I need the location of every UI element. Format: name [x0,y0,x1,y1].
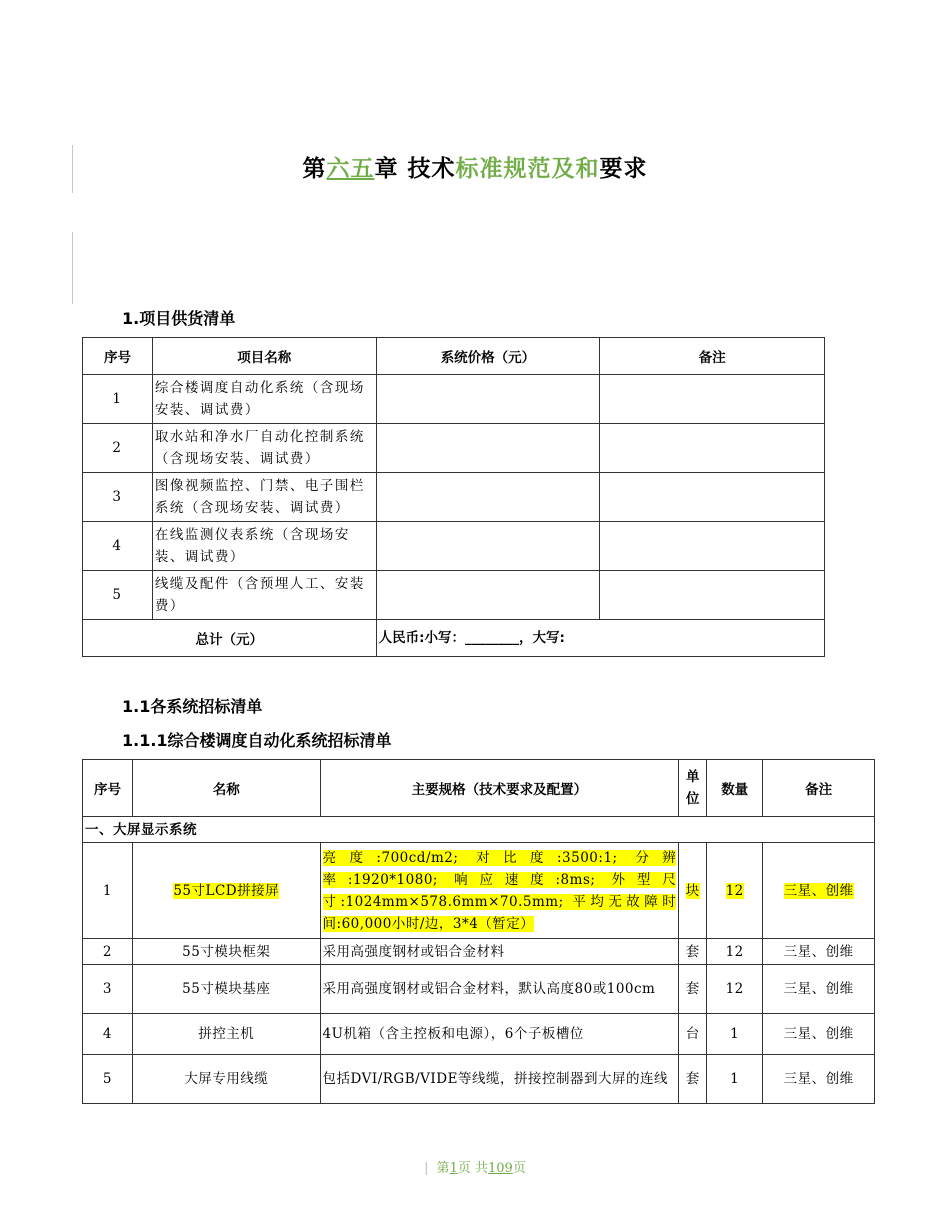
row-qty [707,843,763,939]
header-note: 备注 [600,338,825,375]
row-name: 线缆及配件（含预埋人工、安装费） [152,571,376,620]
row-spec: 采用高强度钢材或铝合金材料，默认高度80或100cm [320,965,679,1014]
title-chapter: 章 [374,156,399,182]
row-price [376,522,600,571]
table-header-row [83,338,825,375]
title-prefix: 第 [302,156,327,182]
row-spec: 采用高强度钢材或铝合金材料 [320,939,679,965]
row-spec: 包括DVI/RGB/VIDE等线缆，拼接控制器到大屏的连线 [320,1055,679,1104]
row-no: 1 [83,375,153,424]
footer-divider: | [424,1161,429,1176]
row-no: 5 [83,571,153,620]
header-spec: 主要规格（技术要求及配置） [320,760,679,817]
row-no: 3 [83,473,153,522]
row-name: 拼控主机 [132,1014,320,1055]
header-no: 序号 [83,760,133,817]
row-qty: 1 [707,1055,763,1104]
footer-page-prefix: 第 [436,1161,450,1176]
row-no: 2 [83,939,133,965]
row-unit: 台 [679,1014,707,1055]
row-no: 4 [83,1014,133,1055]
row-unit [679,843,707,939]
footer-page-number: 1 [449,1161,458,1176]
row-note: 三星、创维 [763,939,875,965]
row-name: 图像视频监控、门禁、电子围栏系统（含现场安装、调试费） [152,473,376,522]
row-name: 55寸模块框架 [132,939,320,965]
header-qty: 数量 [707,760,763,817]
total-value: 人民币:小写：________，大写: [376,620,824,657]
row-note [600,473,825,522]
row-no: 2 [83,424,153,473]
row-spec [320,843,679,939]
header-no: 序号 [83,338,153,375]
title-inserted-number: 五 [350,156,375,182]
table-row [83,939,875,965]
row-price [376,424,600,473]
row-name: 取水站和净水厂自动化控制系统（含现场安装、调试费） [152,424,376,473]
row-note: 三星、创维 [763,965,875,1014]
row-name: 55寸模块基座 [132,965,320,1014]
row-qty-text: 12 [725,882,744,899]
row-unit: 套 [679,939,707,965]
row-price [376,473,600,522]
group-row [83,817,875,843]
section-heading-1-1: 1.1各系统招标清单 [122,697,263,716]
row-name: 大屏专用线缆 [132,1055,320,1104]
row-qty: 12 [707,939,763,965]
row-name: 在线监测仪表系统（含现场安装、调试费） [152,522,376,571]
title-part2: 标准规范及 [455,156,576,182]
footer-page-total: 109 [487,1161,513,1176]
row-no: 3 [83,965,133,1014]
total-label: 总计（元） [83,620,377,657]
row-unit: 套 [679,965,707,1014]
revision-margin-mark [72,232,73,304]
row-qty: 1 [707,1014,763,1055]
table-row [83,375,825,424]
header-note: 备注 [763,760,875,817]
row-note [600,522,825,571]
table-row [83,424,825,473]
row-price [376,375,600,424]
header-unit: 单位 [679,760,707,817]
row-name [132,843,320,939]
table-row [83,522,825,571]
title-part1: 技术 [398,156,456,182]
row-qty: 12 [707,965,763,1014]
header-name: 项目名称 [152,338,376,375]
section-heading-1: 1.项目供货清单 [122,309,236,328]
table-row [83,571,825,620]
table-row [83,965,875,1014]
title-part3: 和 [575,156,600,182]
row-note [600,571,825,620]
tender-list-table [82,759,875,1104]
table-row [83,843,875,939]
row-note [600,375,825,424]
row-price [376,571,600,620]
row-note: 三星、创维 [763,1014,875,1055]
table-row [83,1014,875,1055]
row-no: 4 [83,522,153,571]
footer-page-suffix: 页 [512,1161,526,1176]
row-note [763,843,875,939]
header-price: 系统价格（元） [376,338,600,375]
row-note-text: 三星、创维 [783,882,854,899]
row-name-text: 55寸LCD拼接屏 [173,882,280,899]
title-part4: 要求 [599,156,648,182]
page-title [0,150,950,183]
total-row [83,620,825,657]
page-footer [0,1157,950,1176]
row-spec-text: 亮度:700cd/m2; 对比度:3500:1; 分辨率:1920*1080; 响应速度:8ms; 外型尺寸:1024mm×578.6mm×70.5mm; 平均无故障时间:60,000小时/边，3*4（暂定） [322,849,677,932]
row-no: 5 [83,1055,133,1104]
supply-list-table [82,337,825,657]
row-no: 1 [83,843,133,939]
row-note: 三星、创维 [763,1055,875,1104]
row-note [600,424,825,473]
table-row [83,473,825,522]
group-title: 一、大屏显示系统 [83,817,875,843]
row-unit: 套 [679,1055,707,1104]
row-unit-text: 块 [685,882,700,899]
footer-page-mid: 页 共 [457,1161,488,1176]
row-name: 综合楼调度自动化系统（含现场安装、调试费） [152,375,376,424]
table-header-row [83,760,875,817]
header-name: 名称 [132,760,320,817]
title-deleted-number: 六 [326,156,351,182]
table-row [83,1055,875,1104]
row-spec: 4U机箱（含主控板和电源），6个子板槽位 [320,1014,679,1055]
section-heading-1-1-1: 1.1.1综合楼调度自动化系统招标清单 [122,731,392,750]
